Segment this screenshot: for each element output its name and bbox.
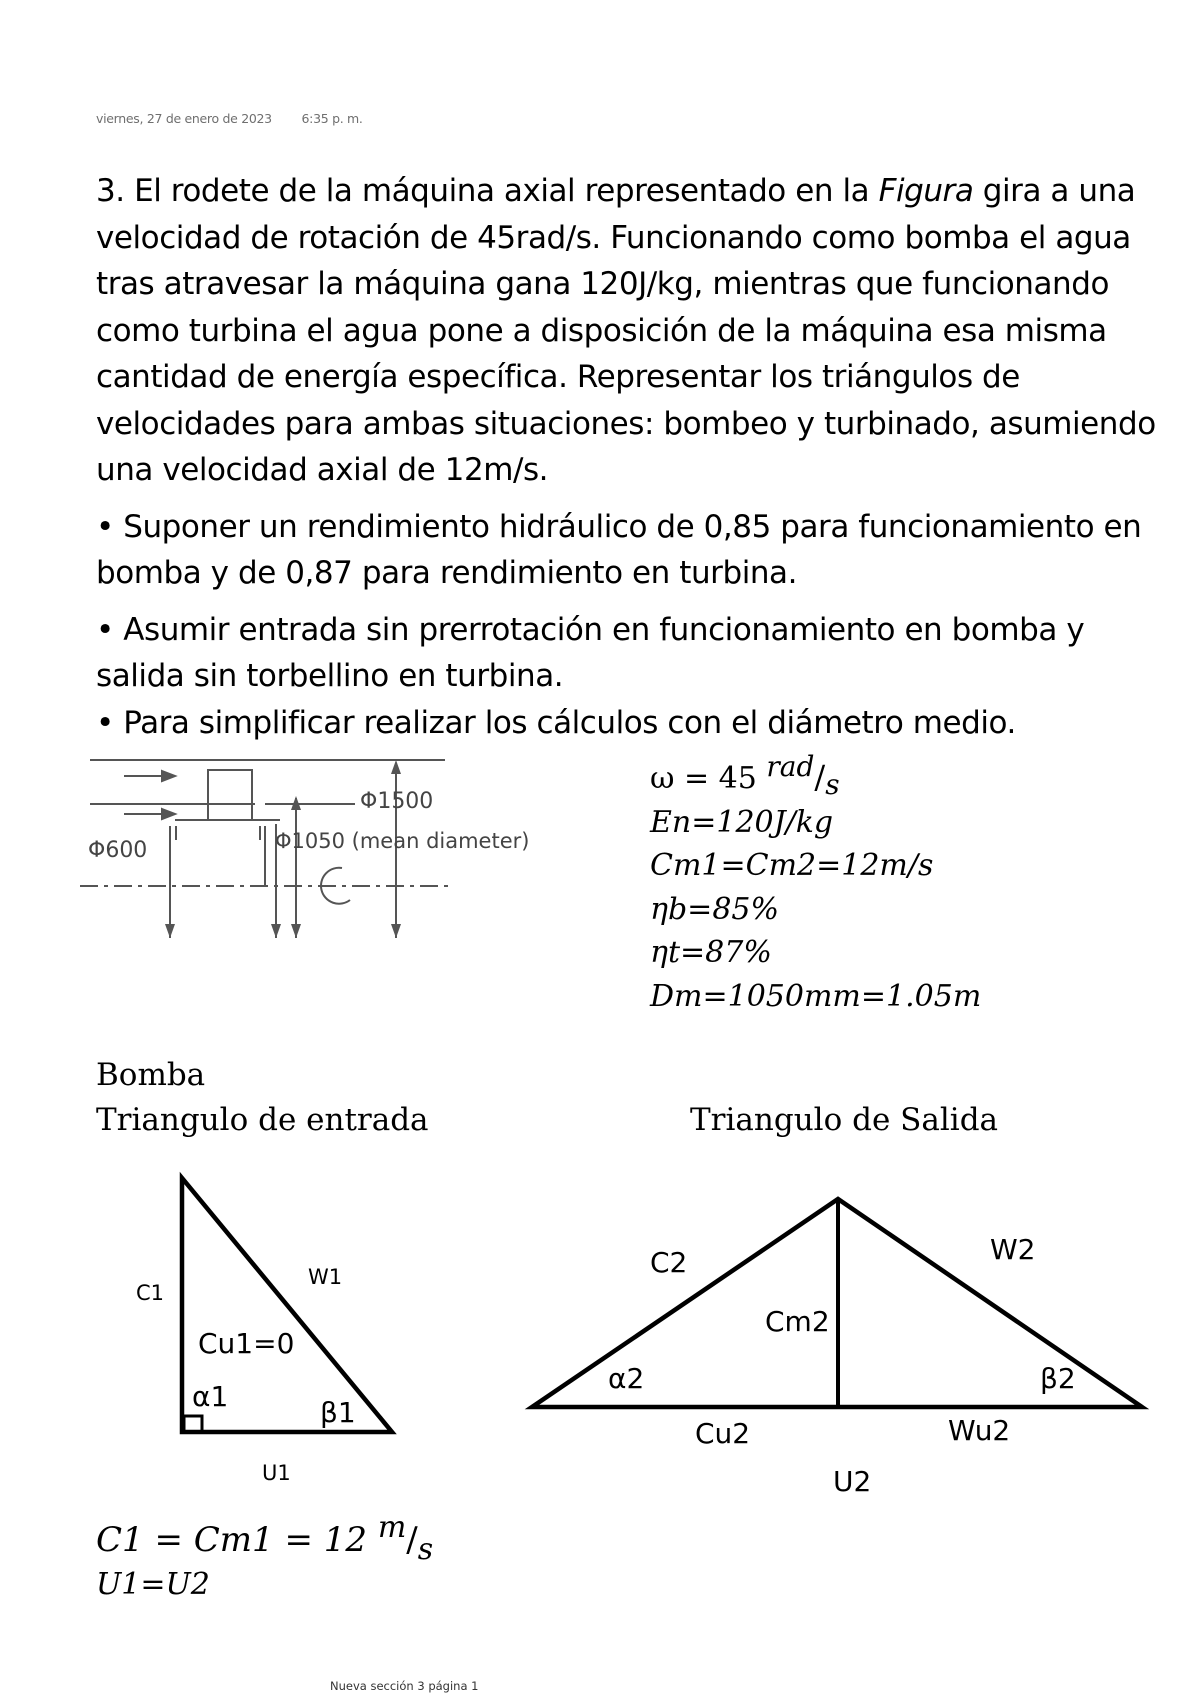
cu1-label: Cu1=0 <box>198 1327 295 1360</box>
eq1-unit-num: m <box>377 1510 407 1545</box>
problem-statement <box>96 168 1171 746</box>
problem-text-start: 3. El rodete de la máquina axial representado en la <box>96 173 879 209</box>
eq1-slash: / <box>406 1520 418 1560</box>
omega-value: ω = 45 <box>650 761 757 796</box>
c2-label: C2 <box>650 1246 688 1279</box>
axial-machine-figure <box>80 758 530 958</box>
bullet-prerotation: • Asumir entrada sin prerrotación en funcionamiento en bomba y salida sin torbellino en turbina. <box>96 611 1085 694</box>
angular-velocity <box>650 750 981 801</box>
problem-text-rest: gira a una velocidad de rotación de 45rad/s. Funcionando como bomba el agua tras atravesar la máquina gana 120J/kg, mientras que funcionando como turbina el agua pone a disposición de la máquina esa misma cantidad de energía específica. Representar los triángulos de velocidades para ambas situaciones: bombeo y turbinado, asumiendo una velocidad axial de 12m/s. <box>96 173 1156 488</box>
hub-diameter-label: Φ600 <box>88 838 148 863</box>
mean-diameter: Dm=1050mm=1.05m <box>650 978 982 1014</box>
outlet-triangle-title: Triangulo de Salida <box>690 1102 999 1138</box>
beta2-label: β2 <box>1040 1362 1076 1395</box>
inlet-velocity-triangle <box>120 1160 420 1490</box>
given-data <box>650 750 982 1019</box>
omega-unit-den: s <box>825 768 840 801</box>
right-angle-mark <box>184 1416 202 1432</box>
problem-text-italic: Figura <box>878 173 974 209</box>
equation-u1-u2: U1=U2 <box>96 1567 210 1602</box>
blade-shape <box>208 770 252 820</box>
w2-label: W2 <box>990 1233 1036 1266</box>
cm2-label: Cm2 <box>765 1305 830 1338</box>
equation-c1 <box>96 1510 434 1567</box>
mean-diameter-label: Φ1050 (mean diameter) <box>275 829 530 853</box>
dimension-arrow-icon <box>391 760 401 774</box>
eq1-value: C1 = Cm1 = 12 <box>96 1520 368 1560</box>
turbine-efficiency: ηt=87% <box>650 935 772 971</box>
omega-slash: / <box>814 758 826 796</box>
bullet-mean-diameter: • Para simplificar realizar los cálculos con el diámetro medio. <box>96 704 1016 741</box>
eq1-unit-den: s <box>417 1532 434 1567</box>
date-text: viernes, 27 de enero de 2023 <box>96 111 272 126</box>
w1-label: W1 <box>308 1265 343 1289</box>
wu2-label: Wu2 <box>948 1414 1011 1447</box>
beta1-label: β1 <box>320 1396 356 1429</box>
time-text: 6:35 p. m. <box>301 111 363 126</box>
section-title: Bomba <box>96 1057 206 1093</box>
page-footer: Nueva sección 3 página 1 <box>330 1679 479 1693</box>
specific-energy: En=120J/kg <box>650 804 834 840</box>
c1-label: C1 <box>136 1281 165 1305</box>
bullet-efficiency: • Suponer un rendimiento hidráulico de 0,85 para funcionamiento en bomba y de 0,87 para rendimiento en turbina. <box>96 508 1142 591</box>
omega-unit-num: rad <box>766 750 815 783</box>
alpha2-label: α2 <box>608 1362 645 1395</box>
axial-velocity: Cm1=Cm2=12m/s <box>650 848 934 884</box>
u2-label: U2 <box>833 1465 872 1498</box>
alpha1-label: α1 <box>192 1380 229 1413</box>
outlet-velocity-triangle <box>520 1175 1160 1498</box>
problem-paragraph <box>96 168 1171 494</box>
u1-label: U1 <box>262 1461 291 1485</box>
cu2-label: Cu2 <box>695 1417 751 1450</box>
timestamp <box>96 111 363 126</box>
outer-diameter-label: Φ1500 <box>360 789 434 814</box>
inlet-triangle-title: Triangulo de entrada <box>96 1102 429 1138</box>
pump-efficiency: ηb=85% <box>650 891 779 927</box>
